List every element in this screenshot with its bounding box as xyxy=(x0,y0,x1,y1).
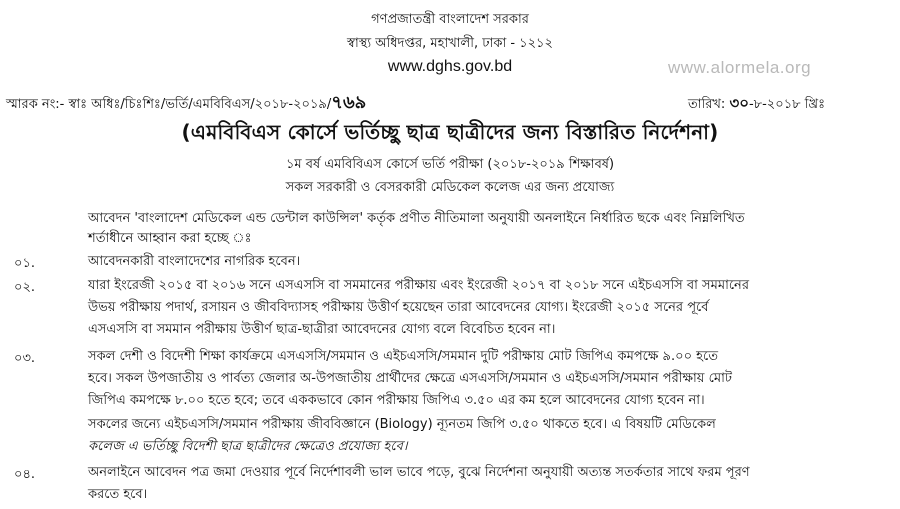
department-address: স্বাস্থ্য অধিদপ্তর, মহাখালী, ঢাকা - ১২১২ xyxy=(347,36,553,51)
website-link[interactable]: www.dghs.gov.bd xyxy=(387,58,513,75)
item-line: আবেদনকারী বাংলাদেশের নাগরিক হবেন। xyxy=(88,254,301,269)
item-line: সকলের জন্যে এইচএসসি/সমমান পরীক্ষায় জীববিজ্ঞানে (Biology) ন্যূনতম জিপি ৩.৫০ থাকতে হবে। এ বিষয়টি মেডিকেল xyxy=(88,417,716,432)
subtitle-exam: ১ম বর্ষ এমবিবিএস কোর্সে ভর্তি পরীক্ষা (২০১৮-২০১৯ শিক্ষাবর্ষ) xyxy=(285,157,615,172)
memo-date xyxy=(688,92,825,117)
item-number: ০২. xyxy=(14,280,36,295)
item-line: এসএসসি বা সমমান পরীক্ষায় উত্তীর্ণ ছাত্র-ছাত্রীরা আবেদনের যোগ্য বলে বিবেচিত হবেন না। xyxy=(88,322,556,337)
item-line: করতে হবে। xyxy=(88,487,148,502)
item-line: অনলাইনে আবেদন পত্র জমা দেওয়ার পূর্বে নির্দেশাবলী ভাল ভাবে পড়ে, বুঝে নির্দেশনা অনুযায়ী অত্যন্ত সতর্কতার সাথে ফরম পূরণ xyxy=(88,465,750,480)
item-line: উভয় পরীক্ষায় পদার্থ, রসায়ন ও জীববিদ্যাসহ পরীক্ষায় উত্তীর্ণ হয়েছেন তারা আবেদনের যোগ্য। ইংরেজী ২০১৫ সনের পূর্বে xyxy=(88,300,709,315)
item-number: ০১. xyxy=(14,256,36,271)
memo-ref-number: ৭৬৯ xyxy=(331,92,367,113)
item-line: জিপিএ কমপক্ষে ৮.০০ হতে হবে; তবে এককভাবে কোন পরীক্ষায় জিপিএ ৩.৫০ এর কম হলে আবেদনের যোগ্য হবেন না। xyxy=(88,393,705,408)
item-number: ০৩. xyxy=(14,351,36,366)
watermark: www.alormela.org xyxy=(668,58,812,77)
item-number: ০৪. xyxy=(14,467,36,482)
item-line: হবে। সকল উপজাতীয় ও পার্বত্য জেলার অ-উপজাতীয় প্রার্থীদের ক্ষেত্রে এসএসসি/সমমান ও এইচএসসি/সমমান পরীক্ষায় মোট xyxy=(88,371,732,386)
subtitle-scope: সকল সরকারী ও বেসরকারী মেডিকেল কলেজ এর জন্য প্রযোজ্য xyxy=(285,180,615,195)
item-line: কলেজ এ ভর্তিচ্ছু বিদেশী ছাত্র ছাত্রীদের ক্ষেত্রেও প্রযোজ্য হবে। xyxy=(88,439,408,454)
item-line: সকল দেশী ও বিদেশী শিক্ষা কার্যক্রমে এসএসসি/সমমান ও এইচএসসি/সমমান দুটি পরীক্ষায় মোট জিপিএ কমপক্ষে ৯.০০ হতে xyxy=(88,349,718,364)
date-rest: -৮-২০১৮ খ্রিঃ xyxy=(748,97,826,112)
item-line: যারা ইংরেজী ২০১৫ বা ২০১৬ সনে এসএসসি বা সমমানের পরীক্ষায় এবং ইংরেজী ২০১৭ বা ২০১৮ সনে এইচএসসি বা সমমানের xyxy=(88,278,749,293)
page-title: (এমবিবিএস কোর্সে ভর্তিচ্ছু ছাত্র ছাত্রীদের জন্য বিস্তারিত নির্দেশনা) xyxy=(181,120,719,144)
date-label: তারিখ: xyxy=(688,97,726,112)
intro-line-1: আবেদন 'বাংলাদেশ মেডিকেল এন্ড ডেন্টাল কাউন্সিল' কর্তৃক প্রণীত নীতিমালা অনুযায়ী অনলাইনে নির্ধারিত ছকে এবং নিম্নলিখিত xyxy=(88,211,745,226)
memo-ref-prefix: স্মারক নং:- স্বাঃ অধিঃ/চিঃশিঃ/ভর্তি/এমবিবিএস/২০১৮-২০১৯/ xyxy=(6,97,332,112)
date-day: ৩০ xyxy=(729,94,749,112)
government-name: গণপ্রজাতন্ত্রী বাংলাদেশ সরকার xyxy=(371,12,529,27)
memo-reference xyxy=(6,88,366,119)
intro-line-2: শর্তাধীনে আহ্বান করা হচ্ছে ঃ xyxy=(88,231,252,246)
